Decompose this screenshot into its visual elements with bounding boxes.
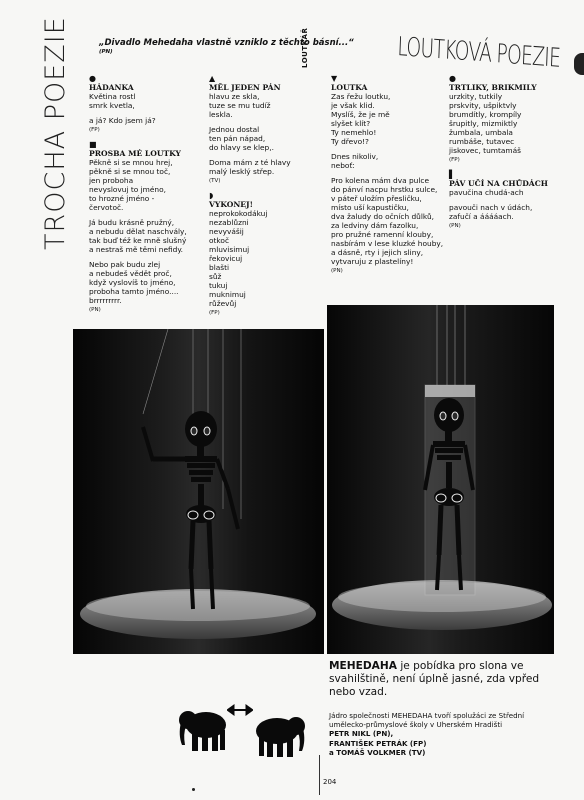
poem-line: a dásně, rty i jejich sliny, — [331, 248, 424, 257]
poem-line: nasbírám v lese kluzké houby, — [331, 239, 444, 248]
elephant-icon — [249, 706, 309, 761]
poem-line: jiskovec, tumtamáš — [449, 146, 521, 155]
poem — [89, 141, 187, 315]
poem-line: nevyslovuj to jméno, — [89, 185, 166, 194]
divider — [319, 755, 320, 795]
puppet-photo-waving — [73, 329, 324, 654]
caption-text: je pobídka pro slona ve svahilštině, není úplně jasné, zda vpřed nebo vzad. — [329, 660, 540, 698]
quote-author-tag: (PN) — [99, 49, 113, 55]
credits — [329, 711, 524, 757]
poem-line: Doma mám z té hlavy — [209, 158, 291, 167]
poem-line: Myslíš, že je mě — [331, 110, 390, 119]
poem-column-4 — [449, 75, 548, 237]
poem-line: otkoč — [209, 236, 230, 245]
poem-line: brumdítly, krompíly — [449, 110, 522, 119]
poem-line: nevyvášij — [209, 227, 244, 236]
poem-line: když vyslovíš to jméno, — [89, 278, 176, 287]
poem-line: do pánví nacpu hrstku sulce, — [331, 185, 438, 194]
poem-line: leskla. — [209, 110, 233, 119]
author-tag: (PN) — [449, 223, 461, 229]
poem — [449, 171, 548, 231]
poem-title: MĚL JEDEN PÁN — [209, 83, 281, 92]
page-title: LOUTKOVÁ POEZIE — [396, 32, 561, 74]
elephant-icon — [176, 700, 231, 755]
poem-line: mluvisimuj — [209, 245, 250, 254]
poem-line: do hlavy se klep,. — [209, 143, 274, 152]
credits-line: Jádro společnosti MEHEDAHA tvoří spolužáci ze Střední — [329, 711, 525, 720]
author-tag: (PN) — [89, 307, 101, 313]
puppet-photo-glass — [327, 305, 554, 654]
bullet-dot — [192, 788, 195, 791]
poem-line: muknimuj — [209, 290, 246, 299]
poem-line: pěkně si se mnou toč, — [89, 167, 171, 176]
poem-line: jen proboha — [89, 176, 134, 185]
poem-line: neprokokodákuj — [209, 209, 268, 218]
poem-title: PROSBA MÉ LOUTKY — [89, 149, 181, 158]
poem-line: Ty dřevo!? — [331, 137, 369, 146]
poem-line: Jednou dostal — [209, 125, 260, 134]
poem-line: a já? Kdo jsem já? — [89, 116, 156, 125]
author-name: PETR NIKL (PN), — [329, 729, 394, 739]
page-number: 204 — [323, 778, 337, 786]
poem-line: místo uší kapustičku, — [331, 203, 409, 212]
poem-line: urzkity, tutkily — [449, 92, 503, 101]
poem-marker-icon: ◗ — [209, 191, 214, 200]
poem-line: ten pán nápad, — [209, 134, 266, 143]
poem-line: žumbala, umbala — [449, 128, 513, 137]
caption-lead: MEHEDAHA — [329, 660, 397, 672]
poem — [209, 192, 291, 318]
poem-title: LOUTKA — [331, 83, 368, 92]
poem-line: Dnes nikoliv, — [331, 152, 379, 161]
author-tag: (FP) — [89, 127, 100, 133]
author-tag: (FP) — [449, 157, 460, 163]
poem-line: a nebudu dělat naschvály, — [89, 227, 187, 236]
poem-marker-icon: ● — [449, 74, 456, 83]
author-tag: (FP) — [209, 310, 220, 316]
poem-line: Zas řežu loutku, — [331, 92, 391, 101]
poem-line: sůž — [209, 272, 222, 281]
poem-line: proboha tamto jméno.... — [89, 287, 179, 296]
poem-line: pavučina chudá-ach — [449, 188, 524, 197]
poem-line: zafučí a ááááach. — [449, 212, 514, 221]
poem-line: slyšet klít? — [331, 119, 371, 128]
poem-line: hlavu ze skla, — [209, 92, 260, 101]
double-arrow-icon — [227, 703, 253, 717]
poem-title: VYKONEJ! — [209, 200, 253, 209]
poem — [331, 75, 443, 276]
poem-line: je však klid. — [331, 101, 375, 110]
author-tag: (PN) — [331, 268, 343, 274]
poem-column-1 — [89, 75, 187, 321]
poem-line: to hrozné jméno - — [89, 194, 155, 203]
poem-line: prskvity, ušpiktvly — [449, 101, 517, 110]
poem-line: v páteř uložím přesličku, — [331, 194, 422, 203]
section-title: TROCHA POEZIE — [40, 16, 71, 250]
poem-line: pavouči nach v údách, — [449, 203, 533, 212]
poem-column-3 — [331, 75, 443, 282]
poem — [209, 75, 291, 186]
poem-line: blašti — [209, 263, 230, 272]
poem-line: brrrrrrrrr. — [89, 296, 122, 305]
poem-line: tak buď též ke mně slušný — [89, 236, 187, 245]
poem-title: HÁDANKA — [89, 83, 134, 92]
poem-line: a nebudeš vědět proč, — [89, 269, 172, 278]
author-name: FRANTIŠEK PETRÁK (FP) — [329, 738, 427, 748]
poem-line: pro pružné ramenní klouby, — [331, 230, 434, 239]
poem-line: Nebo pak budu zlej — [89, 260, 161, 269]
poem-column-2 — [209, 75, 291, 324]
poem-line: Pro kolena mám dva pulce — [331, 176, 430, 185]
poem-marker-icon: ▲ — [209, 74, 216, 83]
poem-line: řekovicuj — [209, 254, 243, 263]
poem-marker-icon: ■ — [89, 140, 97, 149]
poem-marker-icon: ▌ — [449, 170, 456, 179]
poem-line: tuze se mu tudíž — [209, 101, 271, 110]
poem-line: smrk kvetla, — [89, 101, 135, 110]
poem-line: dva žaludy do očních důlků, — [331, 212, 434, 221]
poem-title: PÁV UČÍ NA CHŮDÁCH — [449, 179, 548, 188]
poem — [89, 75, 187, 135]
poem-line: rumbáše, tutavec — [449, 137, 515, 146]
photo-caption — [329, 660, 554, 699]
magazine-label: LOUTKÁŘ — [301, 27, 309, 68]
poem-title: TRTLIKY, BRIKMILY — [449, 83, 537, 92]
poem — [449, 75, 548, 165]
poem-line: malý lesklý střep. — [209, 167, 275, 176]
poem-line: vytvaruju z plastelíny! — [331, 257, 414, 266]
poem-marker-icon: ▼ — [331, 74, 338, 83]
author-name: a TOMÁŠ VOLKMER (TV) — [329, 747, 426, 757]
credits-line: umělecko-průmyslové školy v Uherském Hradišti — [329, 720, 503, 730]
poem-line: Pěkně si se mnou hrej, — [89, 158, 173, 167]
poem-line: Ty nemehlo! — [331, 128, 377, 137]
poem-line: Já budu krásně pružný, — [89, 218, 175, 227]
poem-line: Květina rostl — [89, 92, 136, 101]
poem-line: tukuj — [209, 281, 228, 290]
author-tag: (TV) — [209, 178, 221, 184]
poem-line: šrupitly, mizmiktly — [449, 119, 518, 128]
poem-line: nezablůzni — [209, 218, 249, 227]
poem-line: a nestraš mě těmi nefidy. — [89, 245, 184, 254]
poem-line: růževůj — [209, 299, 237, 308]
poem-line: za ledviny dám fazolku, — [331, 221, 419, 230]
poem-marker-icon: ● — [89, 74, 96, 83]
edge-mark — [574, 53, 584, 75]
intro-quote: „Divadlo Mehedaha vlastně vzniklo z těchto básní...“ (PN) — [99, 38, 354, 55]
poem-line: neboť: — [331, 161, 355, 170]
poem-line: červotoč. — [89, 203, 124, 212]
